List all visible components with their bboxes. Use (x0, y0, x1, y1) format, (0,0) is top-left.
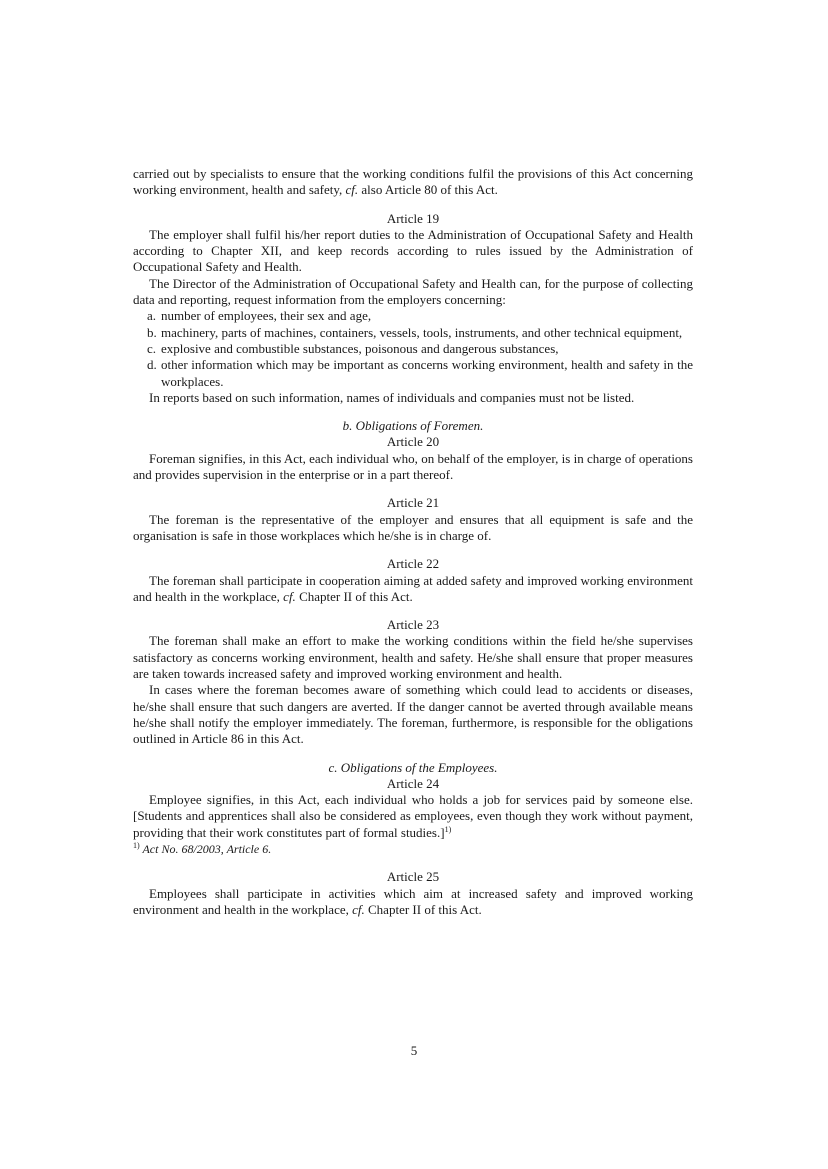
list-item: b. machinery, parts of machines, containers, vessels, tools, instruments, and other technical equipment, (147, 324, 683, 340)
article-19-paragraph-2: The Director of the Administration of Occupational Safety and Health can, for the purpose of collecting data and reporting, request information from the employers concerning: (133, 275, 693, 308)
cf-abbrev: cf. (283, 588, 296, 604)
cf-abbrev: cf. (352, 901, 365, 917)
footnote: $^{1)}$ Act No. 68/2003, Article 6. (133, 840, 272, 856)
article-25-paragraph-1: Employees shall participate in activities which aim at increased safety and improved working environment and health in the workplace, cf. Chapter II of this Act. (133, 885, 693, 917)
document-page (133, 166, 693, 918)
footnote-marker: 1) (133, 840, 140, 850)
footnote-reference: 1) (444, 824, 452, 834)
article-21-heading: Article 21 (386, 495, 440, 511)
article-19-paragraph-1: The employer shall fulfil his/her report duties to the Administration of Occupational Safety and Health according to Chapter XII, and keep records according to rules issued by the Administration of Occupational Safety and Health. (133, 226, 693, 275)
article-23-paragraph-1: The foreman shall make an effort to make the working conditions within the field he/she supervises satisfactory as concerns working environment, health and safety. He/she shall ensure that proper measures are taken towards increased safety and improved working environment and health. (133, 633, 693, 682)
article-20-heading: Article 20 (386, 434, 440, 450)
list-item: d. other information which may be important as concerns working environment, health and safety in the workplaces. (147, 357, 693, 389)
article-23-paragraph-2: In cases where the foreman becomes aware of something which could lead to accidents or diseases, he/she shall ensure that such dangers are averted. If the danger cannot be averted through available means he/she shall notify the employer immediately. The foreman, furthermore, is responsible for the obligations outlined in Article 86 in this Act. (133, 682, 693, 747)
article-25-heading: Article 25 (386, 869, 440, 885)
article-19-paragraph-3: In reports based on such information, names of individuals and companies must not be listed. (149, 389, 635, 405)
section-b-title: b. Obligations of Foremen. (342, 418, 484, 434)
cf-abbrev: cf. (345, 182, 359, 198)
article-22-paragraph-1: The foreman shall participate in cooperation aiming at added safety and improved working environment and health in the workplace, cf. Chapter II of this Act. (133, 572, 693, 604)
article-22-heading: Article 22 (386, 556, 440, 572)
article-23-heading: Article 23 (386, 617, 440, 633)
section-c-title: c. Obligations of the Employees. (328, 759, 498, 775)
list-item: a. number of employees, their sex and age, (147, 308, 372, 324)
article-24-paragraph-1: Employee signifies, in this Act, each individual who holds a job for services paid by someone else. [Students and apprentices shall also be considered as employees, even though they work without payment, providing that their work constitutes part of formal studies.]$^{1)}$ (133, 792, 693, 840)
page-number: 5 (410, 1043, 418, 1058)
article-21-paragraph-1: The foreman is the representative of the employer and ensures that all equipment is safe and the organisation is safe in those workplaces which he/she is in charge of. (133, 511, 693, 543)
article-19-list (133, 308, 693, 389)
intro-paragraph: carried out by specialists to ensure that the working conditions fulfil the provisions of this Act concerning working environment, health and safety, cf. also Article 80 of this Act. (133, 166, 693, 198)
article-20-paragraph-1: Foreman signifies, in this Act, each individual who, on behalf of the employer, is in charge of operations and provides supervision in the enterprise or in a part thereof. (133, 450, 693, 483)
article-24-heading: Article 24 (386, 775, 440, 791)
list-item: c. explosive and combustible substances, poisonous and dangerous substances, (147, 340, 559, 356)
article-19-heading: Article 19 (386, 210, 440, 226)
